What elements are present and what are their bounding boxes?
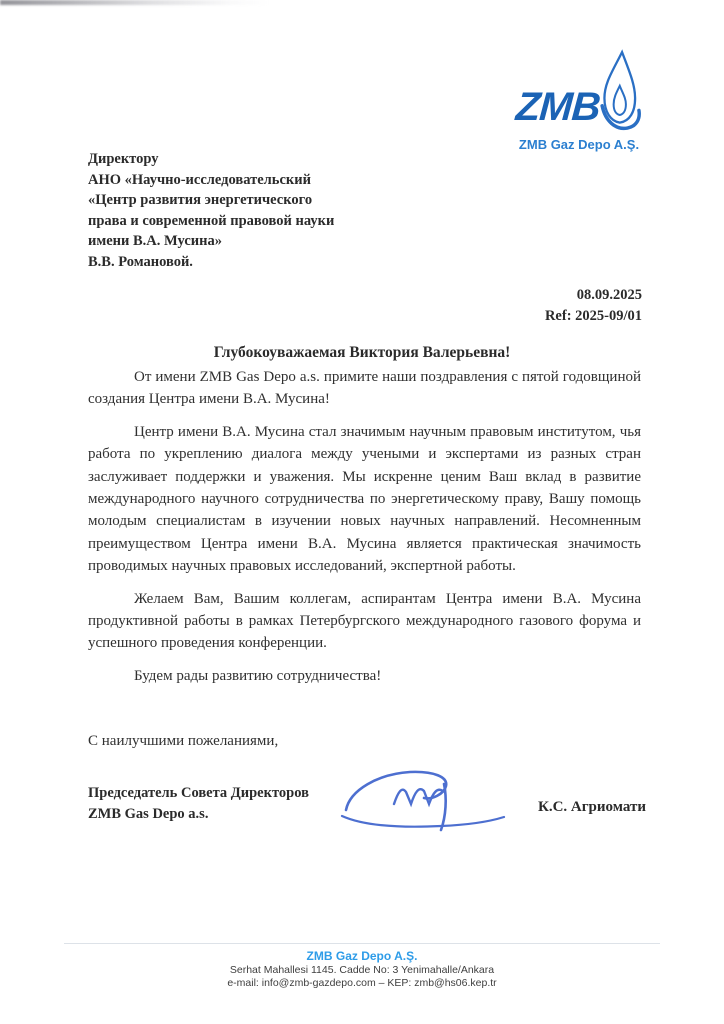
recipient-line: В.В. Романовой.: [88, 253, 193, 270]
recipient-line: права и современной правовой науки: [88, 212, 335, 229]
letter-date: 08.09.2025: [576, 287, 642, 303]
closing-phrase: С наилучшими пожеланиями,: [88, 733, 279, 749]
signer-company: ZMB Gas Depo a.s.: [88, 806, 209, 822]
scan-artifact: [0, 0, 270, 5]
footer-address: Serhat Mahallesi 1145. Cadde No: 3 Yenimahalle/Ankara: [229, 964, 495, 976]
paragraph-3: Желаем Вам, Вашим коллегам, аспирантам Центра имени В.А. Мусина продуктивной работы в рамках Петербургского международного газового форума и успешного проведения конференции.: [88, 590, 641, 652]
letter-body: [88, 366, 641, 687]
letter-ref: Ref: 2025-09/01: [544, 308, 642, 324]
letter-footer: [64, 943, 660, 990]
footer-company-name: ZMB Gaz Depo A.Ş.: [306, 949, 418, 963]
logo-row: [504, 48, 654, 141]
recipient-line: «Центр развития энергетического: [88, 192, 313, 208]
company-logo: [504, 48, 654, 152]
signer-name: К.С. Агриомати: [537, 799, 646, 815]
paragraph-2: Центр имени В.А. Мусина стал значимым научным правовым институтом, чья работа по укреплению диалога между учеными и экспертами из разных стран заслуживает поддержки и уважения. Мы искренне ценим Ваш вклад в развитие международного научного сотрудничества по энергетическому праву, Вашу помощь молодым специалистам в изучении новых научных направлений. Несомненным преимуществом Центра имени В.А. Мусина является практическая значимость проводимых научных правовых исследований, экспертной работы.: [88, 423, 641, 575]
signer-title: Председатель Совета Директоров: [88, 785, 309, 801]
footer-contact: e-mail: info@zmb-gazdepo.com – KEP: zmb@hs06.kep.tr: [227, 977, 497, 989]
handwritten-signature: [336, 760, 508, 843]
logo-subtitle: ZMB Gaz Depo A.Ş.: [518, 137, 640, 152]
signer-title-block: [88, 783, 309, 825]
recipient-line: АНО «Научно-исследовательский: [88, 171, 311, 188]
recipient-line: имени В.А. Мусина»: [88, 233, 222, 249]
date-ref-block: [545, 285, 642, 327]
paragraph-1: От имени ZMB Gas Depo a.s. примите наши поздравления с пятой годовщиной создания Центра имени В.А. Мусина!: [88, 369, 641, 408]
logo-wordmark: ZMB: [514, 85, 602, 129]
salutation: Глубокоуважаемая Виктория Валерьевна!: [213, 344, 511, 361]
recipient-line: Директору: [88, 151, 159, 167]
paragraph-4: Будем рады развитию сотрудничества!: [134, 667, 382, 684]
recipient-block: [88, 149, 334, 272]
gas-flame-icon: [596, 48, 642, 141]
